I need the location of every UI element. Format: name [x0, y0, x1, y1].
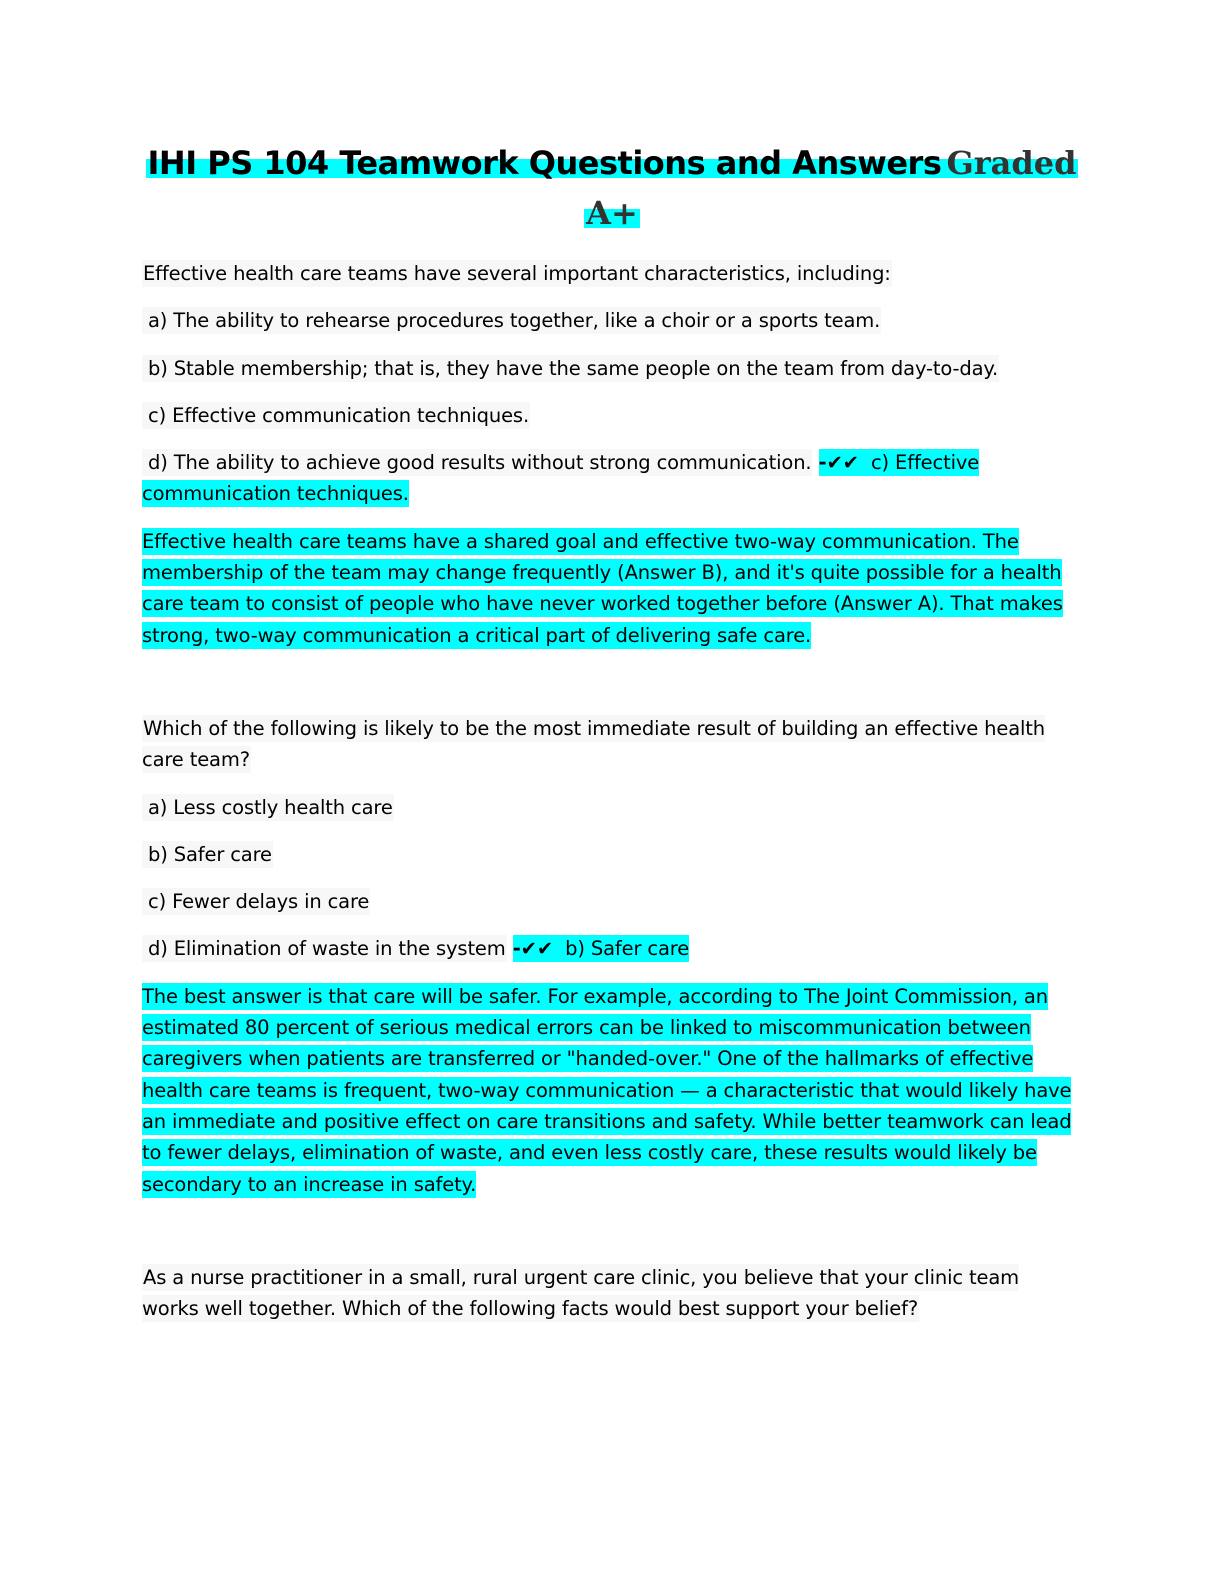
- answer-option: a) The ability to rehearse procedures together, like a choir or a sports team.: [142, 305, 1072, 336]
- question-block: [142, 1262, 1072, 1325]
- document-body: [142, 258, 1072, 1340]
- title-grade-mark: A+: [586, 194, 638, 232]
- answer-option: d) Elimination of waste in the system -✔✔ b) Safer care: [142, 933, 1072, 964]
- correct-answer: b) Safer care: [565, 937, 690, 961]
- correct-answer: c) Effective communication techniques.: [142, 451, 980, 506]
- answer-explanation: The best answer is that care will be safer. For example, according to The Joint Commission, an estimated 80 percent of serious medical errors can be linked to miscommunication between caregivers when patients are transferred or "handed-over." One of the hallmarks of effective health care teams is frequent, two-way communication — a characteristic that would likely have an immediate and positive effect on care transitions and safety. While better teamwork can lead to fewer delays, elimination of waste, and even less costly care, these results would likely be secondary to an increase in safety.: [142, 984, 1072, 1196]
- question-stem: Effective health care teams have several important characteristics, including:: [143, 262, 891, 285]
- answer-option: b) Safer care: [142, 839, 1072, 870]
- question-stem: Which of the following is likely to be the most immediate result of building an effective health care team?: [142, 716, 1045, 772]
- answer-option: c) Effective communication techniques.: [142, 400, 1072, 431]
- answer-check-icon: -✔✔: [818, 451, 859, 475]
- answer-option: b) Stable membership; that is, they have the same people on the team from day-to-day.: [142, 353, 1072, 384]
- title-main-text: IHI PS 104 Teamwork Questions and Answers: [147, 144, 942, 182]
- answer-option: d) The ability to achieve good results without strong communication. -✔✔ c) Effective communication techniques.: [142, 451, 980, 506]
- document-title: [130, 141, 1094, 241]
- answer-option: c) Fewer delays in care: [142, 886, 1072, 917]
- answer-explanation: Effective health care teams have a shared goal and effective two-way communication. The membership of the team may change frequently (Answer B), and it's quite possible for a health care team to consist of people who have never worked together before (Answer A). That makes strong, two-way communication a critical part of delivering safe care.: [142, 529, 1063, 647]
- question-stem: As a nurse practitioner in a small, rural urgent care clinic, you believe that your clinic team works well together. Which of the following facts would best support your belief?: [142, 1265, 1019, 1321]
- question-block: [142, 713, 1072, 1200]
- title-grade-text: Graded: [946, 144, 1077, 182]
- answer-option: a) Less costly health care: [142, 792, 1072, 823]
- answer-check-icon: -✔✔: [512, 937, 554, 961]
- question-block: [142, 258, 1072, 651]
